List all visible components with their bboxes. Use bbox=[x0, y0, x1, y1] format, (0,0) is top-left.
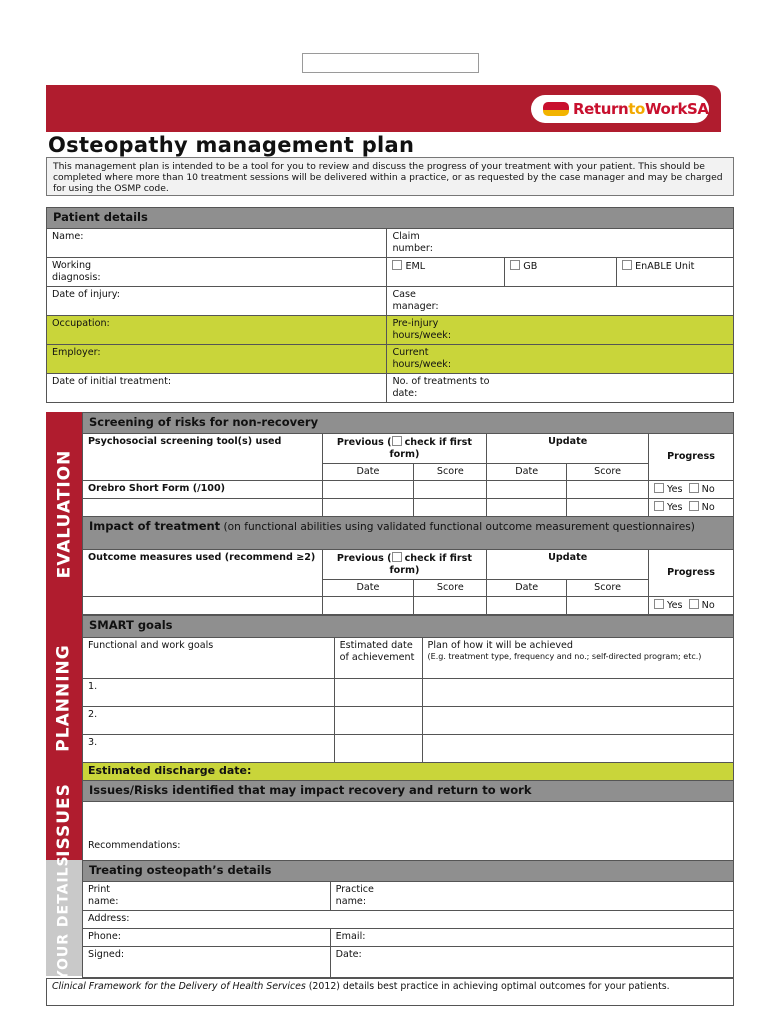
address-field[interactable]: Address: bbox=[83, 911, 734, 929]
no-checkbox[interactable] bbox=[689, 599, 699, 609]
no-checkbox[interactable] bbox=[689, 483, 699, 493]
gb-checkbox[interactable] bbox=[510, 260, 520, 270]
update-header: Update bbox=[487, 434, 649, 464]
date-initial-treatment-field[interactable]: Date of initial treatment: bbox=[47, 374, 387, 403]
issues-side-label: ISSUES bbox=[46, 780, 82, 860]
page-title: Osteopathy management plan bbox=[48, 133, 415, 157]
yes-checkbox[interactable] bbox=[654, 599, 664, 609]
phone-field[interactable]: Phone: bbox=[83, 929, 331, 947]
smart-goals-header: SMART goals bbox=[83, 616, 734, 638]
orebro-label: Orebro Short Form (/100) bbox=[83, 481, 323, 499]
plan-label: Plan of how it will be achieved (E.g. treatment type, frequency and no.; self-directed program; etc.) bbox=[422, 638, 733, 679]
current-hours-field[interactable]: Current hours/week: bbox=[387, 345, 734, 374]
recommendations-field[interactable]: Recommendations: bbox=[83, 802, 734, 861]
goal-3-field[interactable]: 3. bbox=[83, 735, 335, 763]
enable-unit-checkbox[interactable] bbox=[622, 260, 632, 270]
impact-header: Impact of treatment (on functional abilities using validated functional outcome measurement questionnaires) bbox=[83, 517, 734, 550]
goal-2-field[interactable]: 2. bbox=[83, 707, 335, 735]
screening-header: Screening of risks for non-recovery bbox=[83, 413, 734, 434]
practice-name-field[interactable]: Practice name: bbox=[330, 882, 733, 911]
footer-note: Clinical Framework for the Delivery of Health Services (2012) details best practice in achieving optimal outcomes for your patients. bbox=[46, 978, 734, 1006]
occupation-field[interactable]: Occupation: bbox=[47, 316, 387, 345]
functional-goals-label: Functional and work goals bbox=[83, 638, 335, 679]
number-treatments-field[interactable]: No. of treatments to date: bbox=[387, 374, 734, 403]
osteopath-details-header: Treating osteopath’s details bbox=[83, 861, 734, 882]
case-manager-field[interactable]: Case manager: bbox=[387, 287, 734, 316]
pre-injury-hours-field[interactable]: Pre-injury hours/week: bbox=[387, 316, 734, 345]
estimated-date-label: Estimated date of achievement bbox=[334, 638, 422, 679]
returntoworksa-logo: ReturntoWorkSA bbox=[531, 95, 709, 123]
signed-field[interactable]: Signed: bbox=[83, 947, 331, 978]
discharge-date-field[interactable]: Estimated discharge date: bbox=[83, 763, 734, 781]
goal-1-field[interactable]: 1. bbox=[83, 679, 335, 707]
logo-mark-icon bbox=[543, 102, 569, 116]
claim-number-field[interactable]: Claim number: bbox=[387, 229, 734, 258]
no-checkbox[interactable] bbox=[689, 501, 699, 511]
your-details-side-label: YOUR DETAILS bbox=[46, 860, 82, 976]
issues-header: Issues/Risks identified that may impact recovery and return to work bbox=[83, 781, 734, 802]
employer-field[interactable]: Employer: bbox=[47, 345, 387, 374]
reference-box[interactable] bbox=[302, 53, 479, 73]
date-of-injury-field[interactable]: Date of injury: bbox=[47, 287, 387, 316]
name-field[interactable]: Name: bbox=[47, 229, 387, 258]
outcome-measures-label: Outcome measures used (recommend ≥2) bbox=[83, 550, 323, 597]
evaluation-side-label: EVALUATION bbox=[46, 412, 82, 615]
patient-details-table: Patient details Name: Claim number: Working diagnosis: EML GB EnABLE Unit Date of injury: Case manager: Occupation: Pre-injury hours/week: Employer: Current hours/week: Date of initial treatment: No. of treatments to date: bbox=[46, 207, 734, 403]
evaluation-table: Screening of risks for non-recovery Psychosocial screening tool(s) used Previous ( check if first form) Update Progress Date Score Date Score Orebro Short Form (/100) Yes No Yes No Impact of treatment (on functional abilities using validated functional outcome measurement questionnaires) Outcome measures used (recommend ≥2) Previous ( check if first form) Update Progress Date Score Date Score Yes No bbox=[82, 412, 734, 633]
issues-table bbox=[82, 780, 734, 861]
planning-table bbox=[82, 615, 734, 781]
date-field[interactable]: Date: bbox=[330, 947, 733, 978]
progress-header: Progress bbox=[649, 434, 734, 481]
working-diagnosis-field[interactable]: Working diagnosis: bbox=[47, 258, 387, 287]
yes-checkbox[interactable] bbox=[654, 501, 664, 511]
first-form-checkbox-2[interactable] bbox=[392, 552, 402, 562]
header-banner bbox=[46, 85, 721, 132]
eml-checkbox[interactable] bbox=[392, 260, 402, 270]
details-table bbox=[82, 860, 734, 978]
print-name-field[interactable]: Print name: bbox=[83, 882, 331, 911]
psychosocial-label: Psychosocial screening tool(s) used bbox=[83, 434, 323, 481]
first-form-checkbox[interactable] bbox=[392, 436, 402, 446]
yes-checkbox[interactable] bbox=[654, 483, 664, 493]
patient-details-header: Patient details bbox=[47, 208, 734, 229]
planning-side-label: PLANNING bbox=[46, 615, 82, 780]
intro-text: This management plan is intended to be a tool for you to review and discuss the progress of your treatment with your patient. This should be completed where more than 10 treatment sessions will be delivered within a practice, or as requested by the case manager and may be charged for using the OSMP code. bbox=[46, 157, 734, 196]
email-field[interactable]: Email: bbox=[330, 929, 733, 947]
